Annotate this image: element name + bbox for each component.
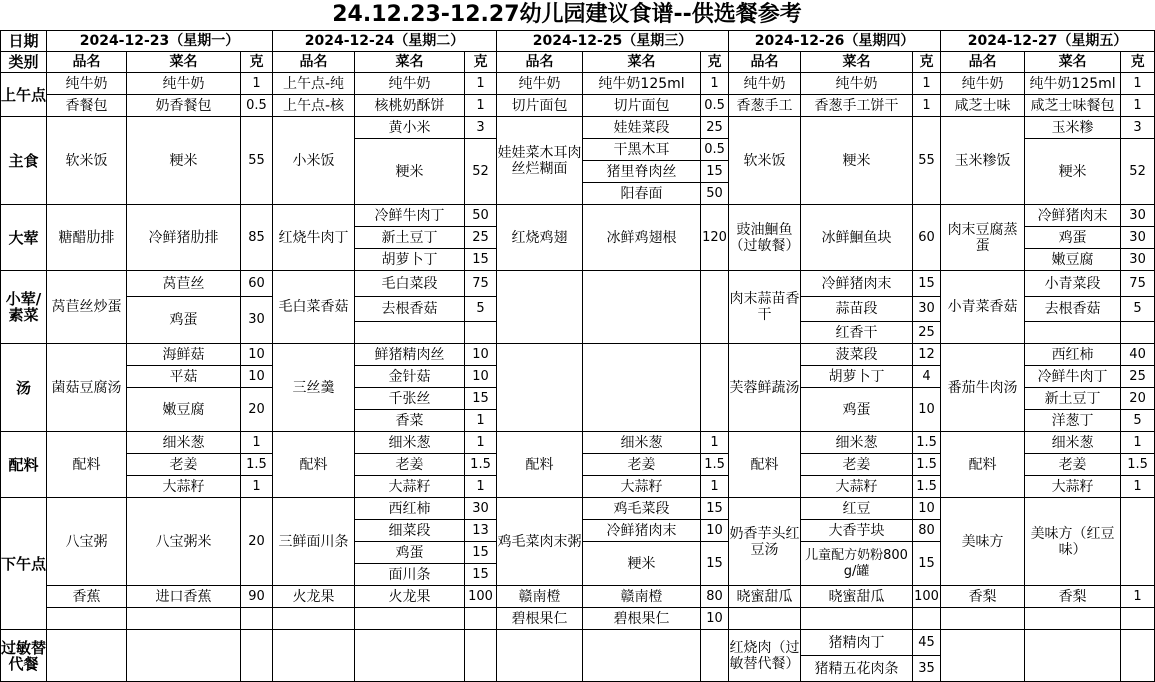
gram-cell: 55 [913,117,941,205]
empty-cell [913,608,941,630]
ingredient-cell: 切片面包 [583,95,701,117]
table-row [1,586,1155,608]
gram-cell: 1.5 [913,454,941,476]
col-ingredient: 菜名 [801,52,913,73]
ingredient-cell: 香菜 [355,410,465,432]
ingredient-cell: 粳米 [583,542,701,586]
col-gram: 克 [913,52,941,73]
ingredient-cell: 胡萝卜丁 [355,249,465,271]
gram-cell: 1 [701,73,729,95]
empty-cell [241,630,273,682]
empty-cell [729,608,801,630]
ingredient-cell: 老姜 [127,454,241,476]
ingredient-cell: 莴苣丝 [127,271,241,297]
gram-cell: 1 [701,432,729,454]
empty-cell [127,608,241,630]
empty-cell [465,608,497,630]
dish-cell: 配料 [729,432,801,498]
ingredient-cell: 金针菇 [355,366,465,388]
table-row [1,271,1155,297]
dish-cell: 毛白菜香菇 [273,271,355,344]
dish-cell: 红烧肉（过敏替代餐） [729,630,801,682]
gram-cell: 15 [465,388,497,410]
dish-cell: 番茄牛肉汤 [941,344,1025,432]
table-row [1,73,1155,95]
dish-cell: 配料 [47,432,127,498]
ingredient-cell: 细米葱 [1025,432,1121,454]
day-header-fri: 2024-12-27（星期五） [941,31,1155,52]
ingredient-cell: 鸡蛋 [801,388,913,432]
ingredient-cell: 冷鲜猪肉末 [1025,205,1121,227]
gram-cell: 13 [465,520,497,542]
gram-cell: 55 [241,117,273,205]
gram-cell: 5 [465,297,497,322]
date-label: 日期 [1,31,47,52]
ingredient-cell: 红豆 [801,498,913,520]
ingredient-cell: 冷鲜猪肉末 [801,271,913,297]
gram-cell: 1 [465,73,497,95]
gram-cell: 3 [1121,117,1155,139]
dish-cell: 赣南橙 [497,586,583,608]
table-row [1,608,1155,630]
gram-cell: 1 [241,476,273,498]
ingredient-cell: 大蒜籽 [801,476,913,498]
gram-cell: 60 [913,205,941,271]
gram-cell: 1 [465,95,497,117]
gram-cell: 25 [1121,366,1155,388]
dish-cell: 芙蓉鲜蔬汤 [729,344,801,432]
ingredient-cell: 大香芋块 [801,520,913,542]
gram-cell: 100 [913,586,941,608]
dish-cell: 纯牛奶 [47,73,127,95]
gram-cell: 10 [241,344,273,366]
dish-cell: 三丝羹 [273,344,355,432]
gram-cell: 1 [1121,95,1155,117]
ingredient-cell: 奶香餐包 [127,95,241,117]
empty-cell [1121,630,1155,682]
ingredient-cell: 儿童配方奶粉800g/罐 [801,542,913,586]
dish-cell: 豉油鮰鱼（过敏餐） [729,205,801,271]
ingredient-cell: 晓蜜甜瓜 [801,586,913,608]
gram-cell [1121,498,1155,586]
gram-cell: 15 [465,249,497,271]
empty-cell [355,322,465,344]
category-main-meat: 大荤 [1,205,47,271]
col-ingredient: 菜名 [127,52,241,73]
empty-cell [465,630,497,682]
gram-cell: 10 [241,366,273,388]
empty-cell [1025,630,1121,682]
gram-cell: 80 [701,586,729,608]
gram-cell: 1.5 [913,476,941,498]
ingredient-cell: 西红柿 [355,498,465,520]
dish-cell: 晓蜜甜瓜 [729,586,801,608]
table-row [1,432,1155,454]
ingredient-cell: 粳米 [127,117,241,205]
empty-cell [1025,322,1121,344]
ingredient-cell: 老姜 [1025,454,1121,476]
empty-cell [701,630,729,682]
dish-cell: 香葱手工 [729,95,801,117]
empty-cell [497,630,583,682]
dish-cell: 纯牛奶 [941,73,1025,95]
gram-cell: 1 [913,95,941,117]
column-header-row [1,52,1155,73]
ingredient-cell: 纯牛奶 [801,73,913,95]
dish-cell: 上午点-纯 [273,73,355,95]
gram-cell: 1 [1121,586,1155,608]
category-label: 类别 [1,52,47,73]
dish-cell: 上午点-核 [273,95,355,117]
gram-cell: 30 [1121,205,1155,227]
gram-cell: 1 [465,432,497,454]
gram-cell: 3 [465,117,497,139]
col-dish: 品名 [941,52,1025,73]
ingredient-cell: 海鲜菇 [127,344,241,366]
col-gram: 克 [465,52,497,73]
ingredient-cell: 菠菜段 [801,344,913,366]
dish-cell: 奶香芋头红豆汤 [729,498,801,586]
empty-cell [497,271,583,344]
gram-cell: 10 [913,388,941,432]
gram-cell: 10 [701,520,729,542]
ingredient-cell: 纯牛奶 [355,73,465,95]
empty-cell [497,344,583,432]
ingredient-cell: 粳米 [1025,139,1121,205]
gram-cell: 50 [465,205,497,227]
category-soup: 汤 [1,344,47,432]
ingredient-cell: 红香干 [801,322,913,344]
empty-cell [941,630,1025,682]
dish-cell: 娃娃菜木耳肉丝烂糊面 [497,117,583,205]
gram-cell: 1 [465,476,497,498]
gram-cell: 30 [1121,227,1155,249]
gram-cell: 1.5 [1121,454,1155,476]
ingredient-cell: 纯牛奶 [127,73,241,95]
dish-cell: 配料 [273,432,355,498]
ingredient-cell: 平菇 [127,366,241,388]
dish-cell: 软米饭 [729,117,801,205]
gram-cell: 25 [465,227,497,249]
gram-cell: 1.5 [913,432,941,454]
ingredient-cell: 面川条 [355,564,465,586]
ingredient-cell: 小青菜段 [1025,271,1121,297]
dish-cell: 咸芝士味 [941,95,1025,117]
empty-cell [583,630,701,682]
empty-cell [701,344,729,432]
col-dish: 品名 [47,52,127,73]
dish-cell: 菌菇豆腐汤 [47,344,127,432]
ingredient-cell: 鸡毛菜段 [583,498,701,520]
ingredient-cell: 玉米糁 [1025,117,1121,139]
dish-cell: 香餐包 [47,95,127,117]
empty-cell [701,271,729,344]
gram-cell: 80 [913,520,941,542]
col-dish: 品名 [729,52,801,73]
ingredient-cell: 老姜 [801,454,913,476]
ingredient-cell: 冷鲜猪肉末 [583,520,701,542]
menu-table [0,30,1155,682]
dish-cell: 糖醋肋排 [47,205,127,271]
col-gram: 克 [701,52,729,73]
dish-cell: 纯牛奶 [497,73,583,95]
ingredient-cell: 黄小米 [355,117,465,139]
ingredient-cell: 冰鲜鸡翅根 [583,205,701,271]
ingredient-cell: 赣南橙 [583,586,701,608]
ingredient-cell: 香葱手工饼干 [801,95,913,117]
gram-cell: 45 [913,630,941,656]
empty-cell [355,630,465,682]
empty-cell [273,630,355,682]
ingredient-cell: 大蒜籽 [127,476,241,498]
ingredient-cell: 冷鲜牛肉丁 [1025,366,1121,388]
dish-cell: 三鲜面川条 [273,498,355,586]
ingredient-cell: 娃娃菜段 [583,117,701,139]
ingredient-cell: 冷鲜猪肋排 [127,205,241,271]
ingredient-cell: 纯牛奶125ml [583,73,701,95]
ingredient-cell: 去根香菇 [355,297,465,322]
table-row [1,344,1155,366]
table-row [1,630,1155,656]
ingredient-cell: 阳春面 [583,183,701,205]
gram-cell: 52 [1121,139,1155,205]
gram-cell: 1 [1121,432,1155,454]
gram-cell: 20 [241,498,273,586]
category-seasoning: 配料 [1,432,47,498]
ingredient-cell: 鲜猪精肉丝 [355,344,465,366]
ingredient-cell: 纯牛奶125ml [1025,73,1121,95]
empty-cell [241,608,273,630]
dish-cell: 火龙果 [273,586,355,608]
gram-cell: 85 [241,205,273,271]
dish-cell: 香梨 [941,586,1025,608]
ingredient-cell: 火龙果 [355,586,465,608]
ingredient-cell: 干黑木耳 [583,139,701,161]
ingredient-cell: 鸡蛋 [127,297,241,344]
gram-cell: 90 [241,586,273,608]
ingredient-cell: 猪精五花肉条 [801,656,913,682]
ingredient-cell: 碧根果仁 [583,608,701,630]
empty-cell [941,608,1025,630]
gram-cell: 15 [913,271,941,297]
dish-cell: 香蕉 [47,586,127,608]
gram-cell: 35 [913,656,941,682]
ingredient-cell: 猪里脊肉丝 [583,161,701,183]
ingredient-cell: 胡萝卜丁 [801,366,913,388]
ingredient-cell: 细米葱 [583,432,701,454]
ingredient-cell: 美味方（红豆味） [1025,498,1121,586]
ingredient-cell: 细米葱 [127,432,241,454]
gram-cell: 5 [1121,297,1155,322]
empty-cell [47,630,127,682]
ingredient-cell: 大蒜籽 [583,476,701,498]
ingredient-cell: 咸芝士味餐包 [1025,95,1121,117]
gram-cell: 75 [1121,271,1155,297]
gram-cell: 15 [701,498,729,520]
table-row [1,95,1155,117]
gram-cell: 30 [465,498,497,520]
gram-cell: 30 [1121,249,1155,271]
empty-cell [801,608,913,630]
ingredient-cell: 老姜 [583,454,701,476]
ingredient-cell: 细菜段 [355,520,465,542]
ingredient-cell: 洋葱丁 [1025,410,1121,432]
empty-cell [355,608,465,630]
ingredient-cell: 新土豆丁 [1025,388,1121,410]
day-header-thu: 2024-12-26（星期四） [729,31,941,52]
gram-cell: 1.5 [701,454,729,476]
gram-cell: 15 [465,542,497,564]
gram-cell: 40 [1121,344,1155,366]
dish-cell: 肉末豆腐蒸蛋 [941,205,1025,271]
gram-cell: 15 [465,564,497,586]
ingredient-cell: 去根香菇 [1025,297,1121,322]
dish-cell: 小米饭 [273,117,355,205]
dish-cell: 鸡毛菜肉末粥 [497,498,583,586]
gram-cell: 12 [913,344,941,366]
empty-cell [465,322,497,344]
ingredient-cell: 大蒜籽 [355,476,465,498]
dish-cell: 软米饭 [47,117,127,205]
gram-cell: 5 [1121,410,1155,432]
dish-cell: 八宝粥 [47,498,127,586]
gram-cell: 100 [465,586,497,608]
empty-cell [273,608,355,630]
gram-cell: 1 [913,73,941,95]
ingredient-cell: 进口香蕉 [127,586,241,608]
dish-cell: 肉末蒜苗香干 [729,271,801,344]
gram-cell: 1 [465,410,497,432]
col-dish: 品名 [497,52,583,73]
day-header-mon: 2024-12-23（星期一） [47,31,273,52]
gram-cell: 4 [913,366,941,388]
ingredient-cell: 大蒜籽 [1025,476,1121,498]
gram-cell: 1 [701,476,729,498]
ingredient-cell: 老姜 [355,454,465,476]
gram-cell: 10 [913,498,941,520]
date-row [1,31,1155,52]
empty-cell [1025,608,1121,630]
gram-cell: 30 [241,297,273,344]
ingredient-cell: 冰鲜鮰鱼块 [801,205,913,271]
ingredient-cell: 嫩豆腐 [1025,249,1121,271]
ingredient-cell: 毛白菜段 [355,271,465,297]
category-afternoon-snack: 下午点 [1,498,47,630]
gram-cell: 20 [241,388,273,432]
dish-cell: 红烧鸡翅 [497,205,583,271]
gram-cell: 0.5 [701,139,729,161]
gram-cell: 25 [701,117,729,139]
gram-cell: 60 [241,271,273,297]
gram-cell: 1.5 [241,454,273,476]
table-row [1,205,1155,227]
gram-cell: 0.5 [241,95,273,117]
gram-cell: 1.5 [465,454,497,476]
ingredient-cell: 粳米 [355,139,465,205]
category-staple: 主食 [1,117,47,205]
ingredient-cell: 鸡蛋 [355,542,465,564]
gram-cell: 10 [465,366,497,388]
ingredient-cell: 粳米 [801,117,913,205]
ingredient-cell: 香梨 [1025,586,1121,608]
ingredient-cell: 细米葱 [801,432,913,454]
empty-cell [583,271,701,344]
gram-cell: 52 [465,139,497,205]
empty-cell [1121,608,1155,630]
day-header-wed: 2024-12-25（星期三） [497,31,729,52]
dish-cell: 小青菜香菇 [941,271,1025,344]
dish-cell: 莴苣丝炒蛋 [47,271,127,344]
gram-cell: 15 [701,161,729,183]
col-dish: 品名 [273,52,355,73]
dish-cell: 切片面包 [497,95,583,117]
ingredient-cell: 鸡蛋 [1025,227,1121,249]
ingredient-cell: 冷鲜牛肉丁 [355,205,465,227]
dish-cell: 纯牛奶 [729,73,801,95]
dish-cell: 碧根果仁 [497,608,583,630]
table-row [1,498,1155,520]
gram-cell: 30 [913,297,941,322]
gram-cell: 25 [913,322,941,344]
empty-cell [583,344,701,432]
gram-cell: 75 [465,271,497,297]
gram-cell: 0.5 [701,95,729,117]
gram-cell: 1 [241,73,273,95]
ingredient-cell: 千张丝 [355,388,465,410]
category-allergy: 过敏替代餐 [1,630,47,682]
gram-cell: 15 [701,542,729,586]
col-ingredient: 菜名 [355,52,465,73]
gram-cell: 1 [241,432,273,454]
ingredient-cell: 新土豆丁 [355,227,465,249]
col-gram: 克 [1121,52,1155,73]
ingredient-cell: 西红柿 [1025,344,1121,366]
col-ingredient: 菜名 [1025,52,1121,73]
gram-cell: 120 [701,205,729,271]
table-row [1,117,1155,139]
ingredient-cell: 蒜苗段 [801,297,913,322]
page-title: 24.12.23-12.27幼儿园建议食谱--供选餐参考 [332,2,802,27]
gram-cell: 15 [913,542,941,586]
col-gram: 克 [241,52,273,73]
dish-cell: 配料 [941,432,1025,498]
gram-cell: 10 [701,608,729,630]
col-ingredient: 菜名 [583,52,701,73]
gram-cell: 20 [1121,388,1155,410]
dish-cell: 美味方 [941,498,1025,586]
ingredient-cell: 核桃奶酥饼 [355,95,465,117]
gram-cell: 50 [701,183,729,205]
gram-cell: 1 [1121,73,1155,95]
gram-cell: 1 [1121,476,1155,498]
empty-cell [127,630,241,682]
ingredient-cell: 细米葱 [355,432,465,454]
dish-cell: 玉米糁饭 [941,117,1025,205]
category-side-dish: 小荤/素菜 [1,271,47,344]
gram-cell: 10 [465,344,497,366]
dish-cell: 配料 [497,432,583,498]
empty-cell [47,608,127,630]
ingredient-cell: 嫩豆腐 [127,388,241,432]
ingredient-cell: 八宝粥米 [127,498,241,586]
dish-cell: 红烧牛肉丁 [273,205,355,271]
day-header-tue: 2024-12-24（星期二） [273,31,497,52]
ingredient-cell: 猪精肉丁 [801,630,913,656]
empty-cell [1121,322,1155,344]
category-morning-snack: 上午点 [1,73,47,117]
